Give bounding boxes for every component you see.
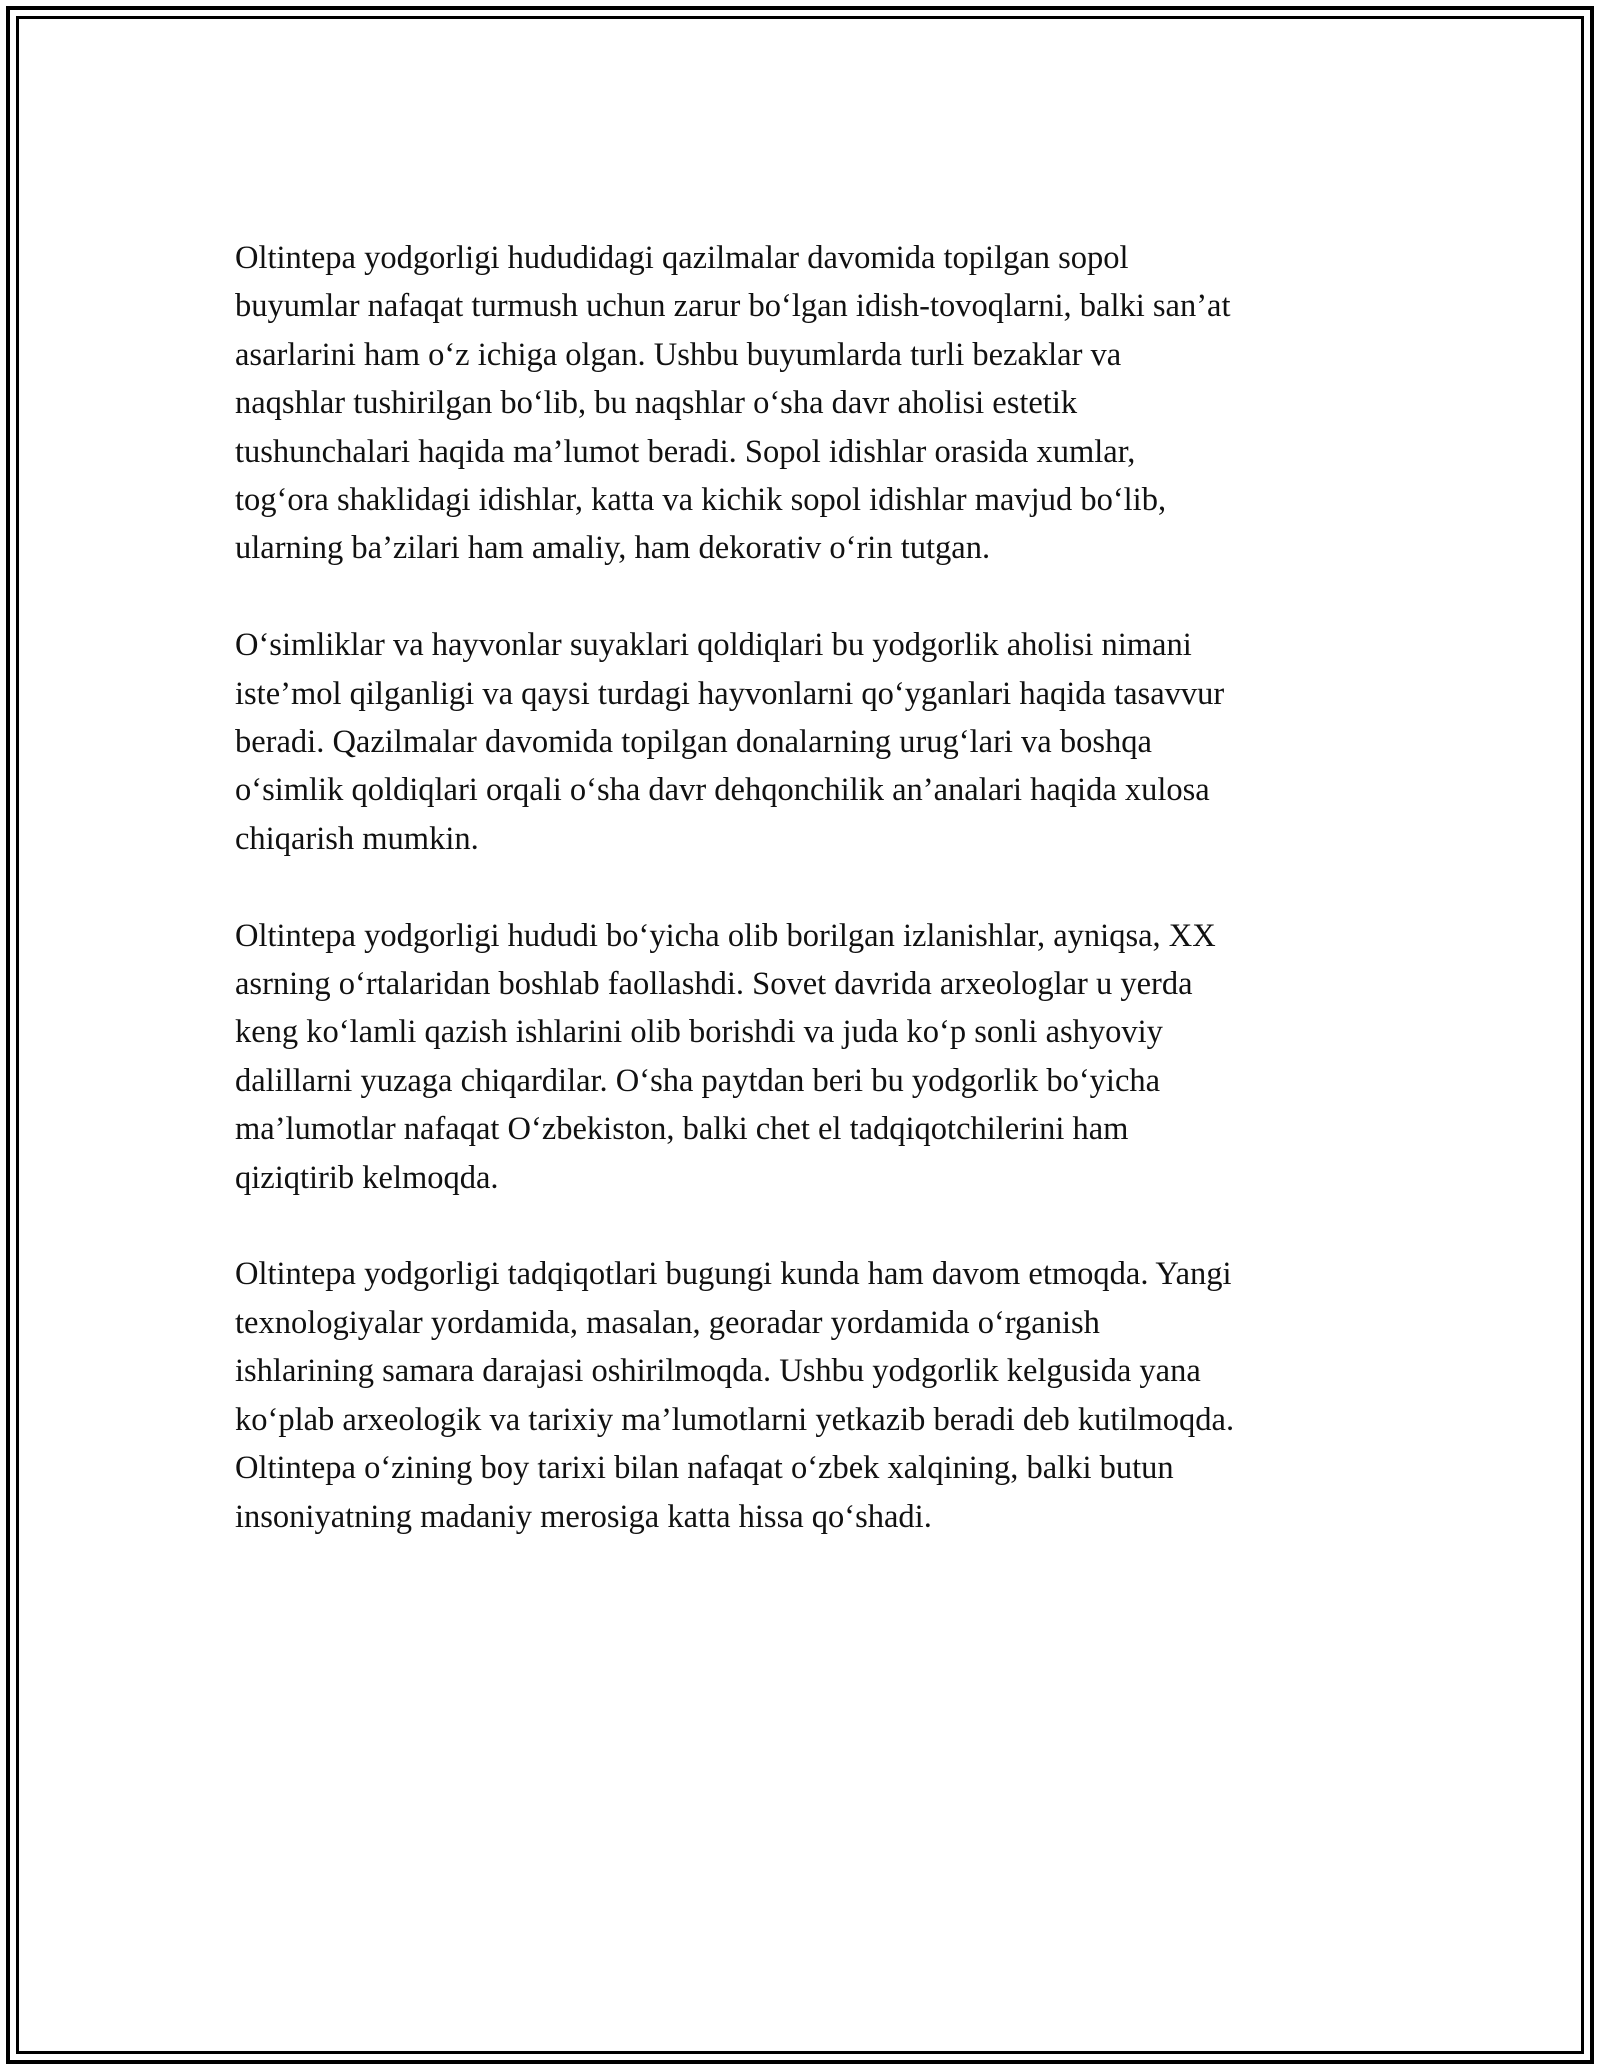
- paragraph-pottery: Oltintepa yodgorligi hududidagi qazilmalar davomida topilgan sopol buyumlar nafaqat turmush uchun zarur bo‘lgan idish-tovoqlarni, balki san’at asarlarini ham o‘z ichiga olgan. Ushbu buyumlarda turli bezaklar va naqshlar tushirilgan bo‘lib, bu naqshlar o‘sha davr aholisi estetik tushunchalari haqida ma’lumot beradi. Sopol idishlar orasida xumlar, tog‘ora shaklidagi idishlar, katta va kichik sopol idishlar mavjud bo‘lib, ularning ba’zilari ham amaliy, ham dekorativ o‘rin tutgan.: [235, 240, 1231, 567]
- paragraph-plants-animals: O‘simliklar va hayvonlar suyaklari qoldiqlari bu yodgorlik aholisi nimani iste’mol qilganligi va qaysi turdagi hayvonlarni qo‘yganlari haqida tasavvur beradi. Qazilmalar davomida topilgan donalarning urug‘lari va boshqa o‘simlik qoldiqlari orqali o‘sha davr dehqonchilik an’analari haqida xulosa chiqarish mumkin.: [235, 627, 1225, 857]
- document-body: [235, 234, 1385, 1541]
- paragraph-modern-research: Oltintepa yodgorligi tadqiqotlari bugungi kunda ham davom etmoqda. Yangi texnologiyalar yordamida, masalan, georadar yordamida o‘rganish ishlarining samara darajasi oshirilmoqda. Ushbu yodgorlik kelgusida yana ko‘plab arxeologik va tarixiy ma’lumotlarni yetkazib beradi deb kutilmoqda. Oltintepa o‘zining boy tarixi bilan nafaqat o‘zbek xalqining, balki butun insoniyatning madaniy merosiga katta hissa qo‘shadi.: [235, 1256, 1235, 1535]
- paragraph-research-history: Oltintepa yodgorligi hududi bo‘yicha olib borilgan izlanishlar, ayniqsa, XX asrning o‘rtalaridan boshlab faollashdi. Sovet davrida arxeologlar u yerda keng ko‘lamli qazish ishlarini olib borishdi va juda ko‘p sonli ashyoviy dalillarni yuzaga chiqardilar. O‘sha paytdan beri bu yodgorlik bo‘yicha ma’lumotlar nafaqat O‘zbekiston, balki chet el tadqiqotchilerini ham qiziqtirib kelmoqda.: [235, 917, 1216, 1196]
